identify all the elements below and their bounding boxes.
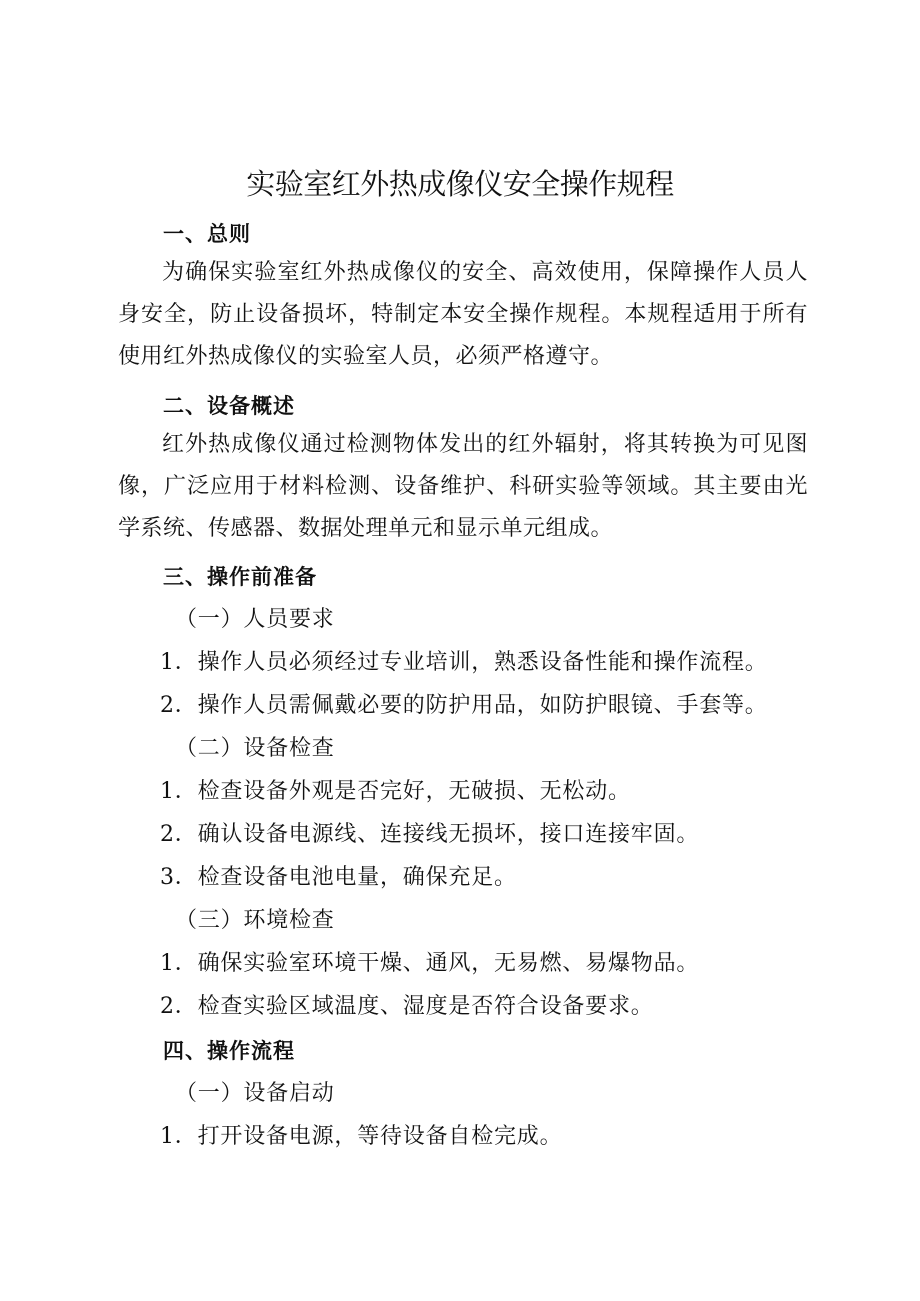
list-item: 1．操作人员必须经过专业培训，熟悉设备性能和操作流程。: [160, 650, 768, 675]
list-item: 2．操作人员需佩戴必要的防护用品，如防护眼镜、手套等。: [160, 693, 768, 718]
list-item: 2．确认设备电源线、连接线无损坏，接口连接牢固。: [160, 822, 700, 847]
document-title: 实验室红外热成像仪安全操作规程: [246, 167, 674, 201]
section-heading-preparation: 三、操作前准备: [163, 565, 317, 589]
list-item: 3．检查设备电池电量，确保充足。: [160, 865, 517, 890]
paragraph-overview: 红外热成像仪通过检测物体发出的红外辐射，将其转换为可见图像，广泛应用于材料检测、设备维护、科研实验等领域。其主要由光学系统、传感器、数据处理单元和显示单元组成。: [118, 432, 808, 541]
list-item: 2．检查实验区域温度、湿度是否符合设备要求。: [160, 994, 654, 1019]
section-heading-procedure: 四、操作流程: [163, 1039, 295, 1063]
section-heading-overview: 二、设备概述: [163, 394, 295, 418]
subsection-heading-equipment-check: （二）设备检查: [175, 736, 335, 761]
subsection-heading-startup: （一）设备启动: [175, 1081, 335, 1106]
list-item: 1．确保实验室环境干燥、通风，无易燃、易爆物品。: [160, 951, 700, 976]
subsection-heading-environment-check: （三）环境检查: [175, 908, 335, 933]
section-heading-general: 一、总则: [163, 222, 251, 246]
list-item: 1．检查设备外观是否完好，无破损、无松动。: [160, 779, 631, 804]
paragraph-general: 为确保实验室红外热成像仪的安全、高效使用，保障操作人员人身安全，防止设备损坏，特制定本安全操作规程。本规程适用于所有使用红外热成像仪的实验室人员，必须严格遵守。: [118, 260, 808, 369]
subsection-heading-personnel: （一）人员要求: [175, 607, 335, 632]
list-item: 1．打开设备电源，等待设备自检完成。: [160, 1124, 563, 1149]
